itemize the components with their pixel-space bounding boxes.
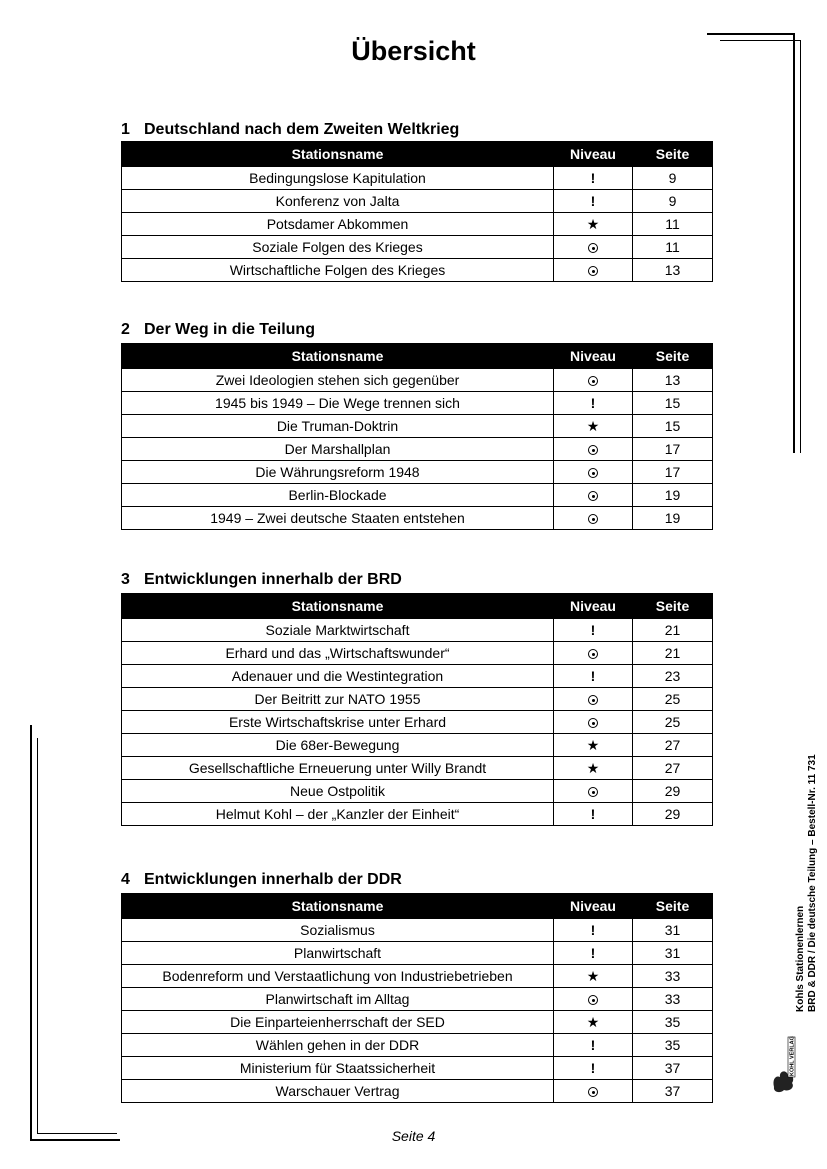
series-title: Kohls Stationenlernen bbox=[795, 905, 806, 1012]
page-ref: 29 bbox=[633, 780, 713, 803]
target-icon bbox=[588, 445, 598, 455]
niveau-cell bbox=[554, 415, 633, 438]
target-icon bbox=[588, 1087, 598, 1097]
page-ref: 9 bbox=[633, 167, 713, 190]
table-row bbox=[122, 965, 713, 988]
stations-table bbox=[121, 141, 713, 282]
station-name: Wählen gehen in der DDR bbox=[122, 1034, 554, 1057]
header-stationsname: Stationsname bbox=[122, 344, 554, 369]
niveau-cell bbox=[554, 642, 633, 665]
page-ref: 25 bbox=[633, 711, 713, 734]
table-row bbox=[122, 642, 713, 665]
niveau-cell bbox=[554, 369, 633, 392]
table-row bbox=[122, 1034, 713, 1057]
exclamation-icon: ! bbox=[590, 170, 596, 186]
page-ref: 21 bbox=[633, 619, 713, 642]
page-ref: 33 bbox=[633, 988, 713, 1011]
station-name: Sozialismus bbox=[122, 919, 554, 942]
header-stationsname: Stationsname bbox=[122, 142, 554, 167]
niveau-cell bbox=[554, 1080, 633, 1103]
niveau-cell bbox=[554, 942, 633, 965]
page-ref: 19 bbox=[633, 484, 713, 507]
table-header-row bbox=[122, 344, 713, 369]
table-row bbox=[122, 734, 713, 757]
section-number: 3 bbox=[121, 571, 130, 588]
header-niveau: Niveau bbox=[554, 142, 633, 167]
target-icon bbox=[588, 649, 598, 659]
station-name: Adenauer und die Westintegration bbox=[122, 665, 554, 688]
exclamation-icon: ! bbox=[590, 668, 596, 684]
table-row bbox=[122, 438, 713, 461]
station-name: Berlin-Blockade bbox=[122, 484, 554, 507]
niveau-cell bbox=[554, 507, 633, 530]
header-niveau: Niveau bbox=[554, 894, 633, 919]
section-title: Der Weg in die Teilung bbox=[144, 321, 315, 338]
target-icon bbox=[588, 787, 598, 797]
table-header-row bbox=[122, 142, 713, 167]
table-row bbox=[122, 942, 713, 965]
table-row bbox=[122, 392, 713, 415]
station-name: Warschauer Vertrag bbox=[122, 1080, 554, 1103]
niveau-cell bbox=[554, 665, 633, 688]
table-row bbox=[122, 167, 713, 190]
star-icon: ★ bbox=[586, 1014, 600, 1030]
table-row bbox=[122, 213, 713, 236]
header-stationsname: Stationsname bbox=[122, 594, 554, 619]
niveau-cell bbox=[554, 919, 633, 942]
section-heading bbox=[121, 570, 402, 590]
station-name: Bodenreform und Verstaatlichung von Industriebetrieben bbox=[122, 965, 554, 988]
station-name: Helmut Kohl – der „Kanzler der Einheit“ bbox=[122, 803, 554, 826]
table-header-row bbox=[122, 894, 713, 919]
star-icon: ★ bbox=[586, 216, 600, 232]
table-row bbox=[122, 1057, 713, 1080]
table-row bbox=[122, 236, 713, 259]
station-name: Erste Wirtschaftskrise unter Erhard bbox=[122, 711, 554, 734]
section-title: Entwicklungen innerhalb der BRD bbox=[144, 571, 402, 588]
header-stationsname: Stationsname bbox=[122, 894, 554, 919]
station-name: 1945 bis 1949 – Die Wege trennen sich bbox=[122, 392, 554, 415]
niveau-cell bbox=[554, 965, 633, 988]
section-heading bbox=[121, 120, 459, 140]
target-icon bbox=[588, 376, 598, 386]
section-number: 4 bbox=[121, 871, 130, 888]
station-name: Die Währungsreform 1948 bbox=[122, 461, 554, 484]
page-ref: 27 bbox=[633, 734, 713, 757]
niveau-cell bbox=[554, 711, 633, 734]
section-number: 2 bbox=[121, 321, 130, 338]
table-row bbox=[122, 259, 713, 282]
table-row bbox=[122, 711, 713, 734]
station-name: Der Beitritt zur NATO 1955 bbox=[122, 688, 554, 711]
page-ref: 27 bbox=[633, 757, 713, 780]
publisher-sidebar bbox=[795, 754, 819, 1012]
target-icon bbox=[588, 491, 598, 501]
star-icon: ★ bbox=[586, 418, 600, 434]
target-icon bbox=[588, 266, 598, 276]
niveau-cell bbox=[554, 988, 633, 1011]
star-icon: ★ bbox=[586, 760, 600, 776]
page-ref: 37 bbox=[633, 1057, 713, 1080]
niveau-cell bbox=[554, 259, 633, 282]
page-ref: 13 bbox=[633, 369, 713, 392]
station-name: Ministerium für Staatssicherheit bbox=[122, 1057, 554, 1080]
table-row bbox=[122, 484, 713, 507]
table-header-row bbox=[122, 594, 713, 619]
table-row bbox=[122, 507, 713, 530]
niveau-cell bbox=[554, 619, 633, 642]
niveau-cell bbox=[554, 1057, 633, 1080]
page-ref: 31 bbox=[633, 942, 713, 965]
exclamation-icon: ! bbox=[590, 806, 596, 822]
stations-table bbox=[121, 893, 713, 1103]
niveau-cell bbox=[554, 757, 633, 780]
exclamation-icon: ! bbox=[590, 193, 596, 209]
header-niveau: Niveau bbox=[554, 594, 633, 619]
station-name: Bedingungslose Kapitulation bbox=[122, 167, 554, 190]
table-row bbox=[122, 190, 713, 213]
page-ref: 17 bbox=[633, 461, 713, 484]
section-heading bbox=[121, 320, 315, 340]
table-row bbox=[122, 803, 713, 826]
station-name: Der Marshallplan bbox=[122, 438, 554, 461]
target-icon bbox=[588, 995, 598, 1005]
station-name: Planwirtschaft im Alltag bbox=[122, 988, 554, 1011]
page-title: Übersicht bbox=[351, 36, 476, 66]
section-title: Entwicklungen innerhalb der DDR bbox=[144, 871, 402, 888]
niveau-cell bbox=[554, 734, 633, 757]
station-name: Soziale Folgen des Krieges bbox=[122, 236, 554, 259]
page-ref: 17 bbox=[633, 438, 713, 461]
header-niveau: Niveau bbox=[554, 344, 633, 369]
station-name: Die 68er-Bewegung bbox=[122, 734, 554, 757]
station-name: Gesellschaftliche Erneuerung unter Willy Brandt bbox=[122, 757, 554, 780]
page-ref: 9 bbox=[633, 190, 713, 213]
page-ref: 33 bbox=[633, 965, 713, 988]
page-ref: 11 bbox=[633, 236, 713, 259]
table-row bbox=[122, 415, 713, 438]
station-name: Erhard und das „Wirtschaftswunder“ bbox=[122, 642, 554, 665]
page-ref: 35 bbox=[633, 1011, 713, 1034]
station-name: Konferenz von Jalta bbox=[122, 190, 554, 213]
star-icon: ★ bbox=[586, 737, 600, 753]
niveau-cell bbox=[554, 803, 633, 826]
station-name: 1949 – Zwei deutsche Staaten entstehen bbox=[122, 507, 554, 530]
star-icon: ★ bbox=[586, 968, 600, 984]
table-row bbox=[122, 988, 713, 1011]
page-ref: 23 bbox=[633, 665, 713, 688]
book-title-order-number: BRD & DDR / Die deutsche Teilung – Bestell-Nr. 11 731 bbox=[807, 754, 818, 1012]
niveau-cell bbox=[554, 780, 633, 803]
target-icon bbox=[588, 718, 598, 728]
station-name: Neue Ostpolitik bbox=[122, 780, 554, 803]
station-name: Die Einparteienherrschaft der SED bbox=[122, 1011, 554, 1034]
exclamation-icon: ! bbox=[590, 1060, 596, 1076]
niveau-cell bbox=[554, 1034, 633, 1057]
page-ref: 15 bbox=[633, 415, 713, 438]
logo-lettering: KOHL VERLAG bbox=[789, 1036, 796, 1076]
table-row bbox=[122, 461, 713, 484]
table-row bbox=[122, 369, 713, 392]
niveau-cell bbox=[554, 236, 633, 259]
table-row bbox=[122, 757, 713, 780]
station-name: Die Truman-Doktrin bbox=[122, 415, 554, 438]
target-icon bbox=[588, 695, 598, 705]
niveau-cell bbox=[554, 484, 633, 507]
station-name: Wirtschaftliche Folgen des Krieges bbox=[122, 259, 554, 282]
exclamation-icon: ! bbox=[590, 922, 596, 938]
niveau-cell bbox=[554, 392, 633, 415]
table-row bbox=[122, 619, 713, 642]
niveau-cell bbox=[554, 167, 633, 190]
exclamation-icon: ! bbox=[590, 1037, 596, 1053]
stations-table bbox=[121, 593, 713, 826]
exclamation-icon: ! bbox=[590, 945, 596, 961]
exclamation-icon: ! bbox=[590, 395, 596, 411]
table-row bbox=[122, 665, 713, 688]
page-ref: 13 bbox=[633, 259, 713, 282]
niveau-cell bbox=[554, 190, 633, 213]
table-row bbox=[122, 1011, 713, 1034]
table-row bbox=[122, 780, 713, 803]
kohl-verlag-logo bbox=[770, 1035, 796, 1095]
page-ref: 35 bbox=[633, 1034, 713, 1057]
niveau-cell bbox=[554, 1011, 633, 1034]
exclamation-icon: ! bbox=[590, 622, 596, 638]
header-seite: Seite bbox=[633, 142, 713, 167]
page-ref: 25 bbox=[633, 688, 713, 711]
target-icon bbox=[588, 468, 598, 478]
section-number: 1 bbox=[121, 121, 130, 138]
page-ref: 11 bbox=[633, 213, 713, 236]
station-name: Zwei Ideologien stehen sich gegenüber bbox=[122, 369, 554, 392]
station-name: Potsdamer Abkommen bbox=[122, 213, 554, 236]
niveau-cell bbox=[554, 438, 633, 461]
niveau-cell bbox=[554, 688, 633, 711]
target-icon bbox=[588, 243, 598, 253]
header-seite: Seite bbox=[633, 344, 713, 369]
header-seite: Seite bbox=[633, 894, 713, 919]
table-row bbox=[122, 1080, 713, 1103]
page-ref: 31 bbox=[633, 919, 713, 942]
header-seite: Seite bbox=[633, 594, 713, 619]
section-heading bbox=[121, 870, 402, 890]
section-title: Deutschland nach dem Zweiten Weltkrieg bbox=[144, 121, 460, 138]
station-name: Planwirtschaft bbox=[122, 942, 554, 965]
stations-table bbox=[121, 343, 713, 530]
table-row bbox=[122, 688, 713, 711]
niveau-cell bbox=[554, 213, 633, 236]
page-ref: 15 bbox=[633, 392, 713, 415]
target-icon bbox=[588, 514, 598, 524]
page-ref: 21 bbox=[633, 642, 713, 665]
table-row bbox=[122, 919, 713, 942]
page-ref: 37 bbox=[633, 1080, 713, 1103]
station-name: Soziale Marktwirtschaft bbox=[122, 619, 554, 642]
page-number: Seite 4 bbox=[391, 1128, 436, 1144]
page-ref: 29 bbox=[633, 803, 713, 826]
page-ref: 19 bbox=[633, 507, 713, 530]
niveau-cell bbox=[554, 461, 633, 484]
